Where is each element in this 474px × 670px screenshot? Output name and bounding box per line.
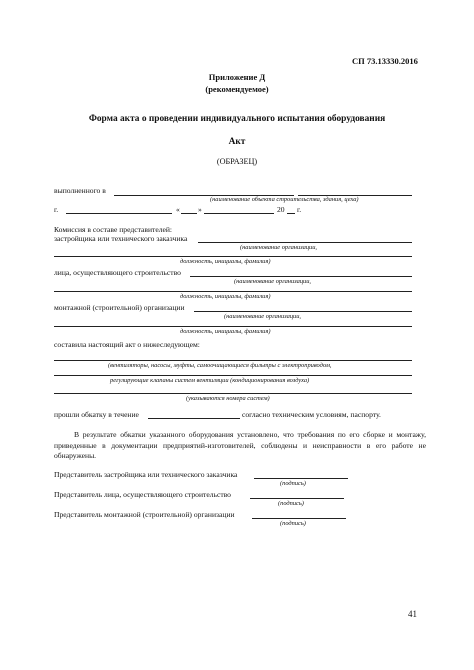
year-suffix: г. (297, 205, 302, 214)
system-numbers-line (54, 393, 412, 394)
signature-caption-developer: (подпись) (280, 480, 306, 487)
runin-duration-line (148, 418, 240, 419)
builder-line-2 (54, 291, 412, 292)
developer-org-caption: (наименование организации, (240, 244, 318, 251)
act-intro: составила настоящий акт о нижеследующем: (54, 340, 200, 349)
signature-label-builder: Представитель лица, осуществляющего строительство (54, 490, 231, 499)
signature-label-developer: Представитель застройщика или технического заказчика (54, 470, 238, 479)
appendix-title: Приложение Д (208, 72, 266, 82)
signature-line-installer (252, 518, 346, 519)
conclusion-paragraph: В результате обкатки указанного оборудования установлено, что требования по его сборке и монтажу, приведенные в документации предприятий-изготовителей, соблюдены и неисправности в его работе не обнаружены. (54, 430, 426, 460)
signature-label-installer: Представитель монтажной (строительной) организации (54, 510, 235, 519)
day-line (181, 213, 197, 214)
runin-prefix: прошли обкатку в течение (54, 410, 139, 419)
city-line (66, 213, 172, 214)
builder-line (190, 276, 412, 277)
developer-line-2 (54, 256, 412, 257)
sample-label: (ОБРАЗЕЦ) (216, 157, 258, 166)
equipment-caption-1: (вентиляторы, насосы, муфты, самоочищающиеся фильтры с электроприводом, (108, 362, 332, 369)
installer-label: монтажной (строительной) организации (54, 303, 185, 312)
document-code: СП 73.13330.2016 (352, 56, 418, 66)
developer-position-caption: должность, инициалы, фамилия) (180, 258, 271, 265)
month-line (204, 213, 274, 214)
signature-line-developer (254, 478, 348, 479)
act-title: Акт (228, 137, 246, 147)
performed-in-label: выполненного в (54, 186, 106, 195)
appendix-note: (рекомендуемое) (205, 84, 269, 94)
year-prefix: 20 (277, 205, 285, 214)
equipment-line-2 (54, 375, 412, 376)
object-caption: (наименование объекта строительства, здания, цеха) (210, 196, 359, 203)
quote-open: « (176, 205, 180, 214)
signature-caption-builder: (подпись) (278, 500, 304, 507)
builder-org-caption: (наименование организации, (234, 278, 312, 285)
equipment-line-1 (54, 360, 412, 361)
signature-caption-installer: (подпись) (280, 520, 306, 527)
installer-org-caption: (наименование организации, (224, 313, 302, 320)
installer-line (194, 311, 412, 312)
developer-label: застройщика или технического заказчика (54, 234, 188, 243)
builder-position-caption: должность, инициалы, фамилия) (180, 293, 271, 300)
installer-position-caption: должность, инициалы, фамилия) (180, 328, 271, 335)
system-numbers-caption: (указываются номера систем) (186, 395, 270, 402)
year-line (287, 213, 295, 214)
page-number: 41 (408, 609, 417, 619)
developer-line (198, 242, 412, 243)
builder-label: лица, осуществляющего строительство (54, 268, 181, 277)
quote-close: » (198, 205, 202, 214)
signature-line-builder (250, 498, 344, 499)
installer-line-2 (54, 326, 412, 327)
runin-suffix: согласно техническим условиям, паспорту. (242, 410, 381, 419)
form-title: Форма акта о проведении индивидуального испытания оборудования (88, 114, 386, 124)
city-prefix: г. (54, 205, 59, 214)
equipment-caption-2: регулирующие клапаны систем вентиляции (кондиционирования воздуха) (110, 377, 310, 384)
commission-intro: Комиссия в составе представителей: (54, 225, 173, 234)
